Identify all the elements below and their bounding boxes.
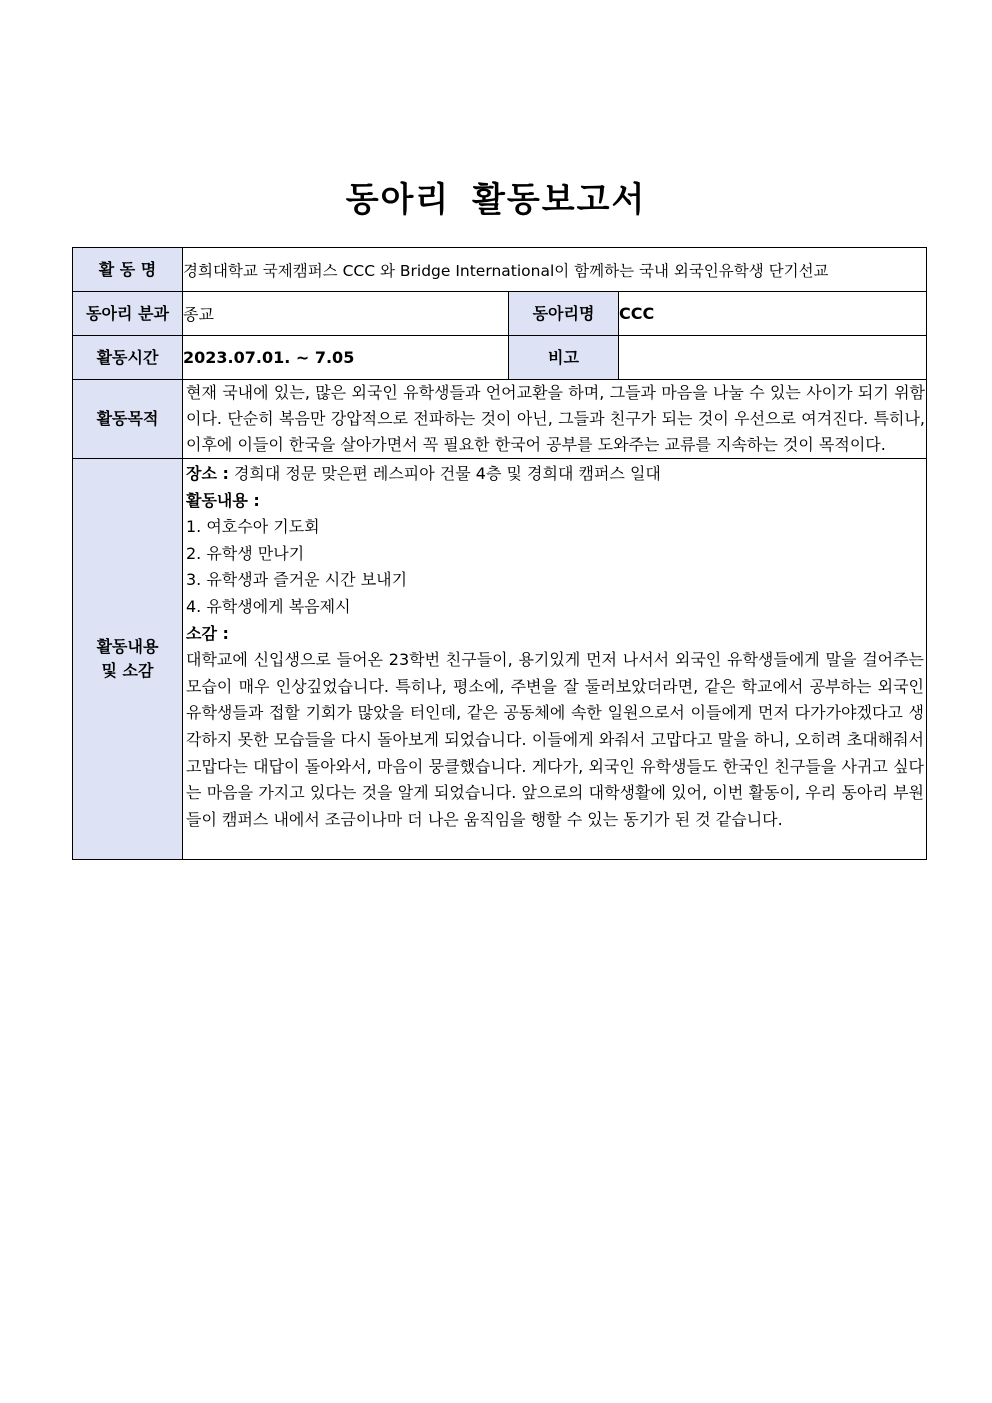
value-remarks [619,336,927,380]
place-line [186,461,924,488]
purpose-text: 현재 국내에 있는, 많은 외국인 유학생들과 언어교환을 하며, 그들과 마음을 나눌 수 있는 사이가 되기 위함이다. 단순히 복음만 강압적으로 전파하는 것이 아닌, 그들과 친구가 되는 것이 우선으로 여겨진다. 특히나, 이후에 이들이 한국을 살아가면서 꼭 필요한 한국어 공부를 도와주는 교류를 지속하는 것이 목적이다. [186,383,926,454]
label-content-line1: 활동내용 [96,637,159,657]
place-label: 장소 : [186,464,229,483]
value-club-name: CCC [619,292,927,336]
label-club-category: 동아리 분과 [73,292,183,336]
label-content-line2: 및 소감 [101,661,154,681]
label-purpose: 활동목적 [73,380,183,459]
activity-content-label: 활동내용 : [186,490,260,510]
value-club-category: 종교 [183,292,509,336]
row-content [73,459,927,860]
row-club [73,292,927,336]
value-purpose-cell [183,380,927,459]
activity-item: 4. 유학생에게 복음제시 [186,596,351,616]
row-purpose [73,380,927,459]
page-title: 동아리 활동보고서 [345,180,647,220]
impression-label: 소감 : [186,623,229,643]
activity-item: 1. 여호수아 기도회 [186,517,320,537]
label-remarks: 비고 [509,336,619,380]
impression-text: 대학교에 신입생으로 들어온 23학번 친구들이, 용기있게 먼저 나서서 외국인 유학생들에게 말을 걸어주는 모습이 매우 인상깊었습니다. 특히나, 평소에, 주변을 잘 둘러보았더라면, 같은 학교에서 공부하는 외국인 유학생들과 접할 기회가 많았을 터인데, 같은 공동체에 속한 일원으로서 이들에게 먼저 다가가야겠다고 생각하지 못한 모습들을 다시 돌아보게 되었습니다. 이들에게 와줘서 고맙다고 말을 하니, 오히려 초대해줘서 고맙다는 대답이 돌아와서, 마음이 뭉클했습니다. 게다가, 외국인 유학생들도 한국인 친구들을 사귀고 싶다는 마음을 가지고 있다는 것을 알게 되었습니다. 앞으로의 대학생활에 있어, 이번 활동이, 우리 동아리 부원들이 캠퍼스 내에서 조금이나마 더 나은 움직임을 행할 수 있는 동기가 된 것 같습니다. [186,650,925,829]
row-time [73,336,927,380]
activity-item: 2. 유학생 만나기 [186,543,305,563]
label-club-name: 동아리명 [509,292,619,336]
label-content [73,459,183,860]
activity-item: 3. 유학생과 즐거운 시간 보내기 [186,570,408,590]
value-activity-name: 경희대학교 국제캠퍼스 CCC 와 Bridge International이 함께하는 국내 외국인유학생 단기선교 [183,248,927,292]
value-activity-time: 2023.07.01. ~ 7.05 [183,336,509,380]
label-activity-name: 활 동 명 [73,248,183,292]
report-table [72,247,927,860]
content-cell [183,459,927,860]
label-activity-time: 활동시간 [73,336,183,380]
place-value: 경희대 정문 맞은편 레스피아 건물 4층 및 경희대 캠퍼스 일대 [228,464,661,483]
row-activity-name [73,248,927,292]
